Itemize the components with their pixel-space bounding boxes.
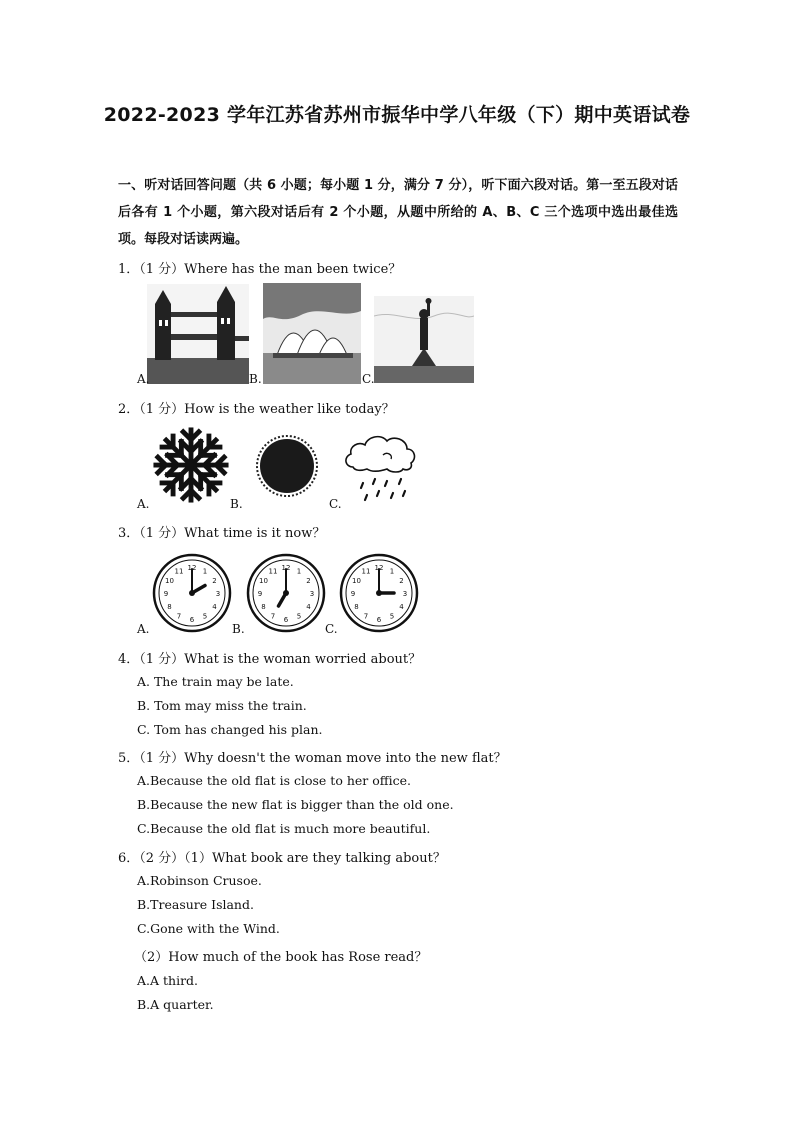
option-b: B. Tom may miss the train. <box>137 698 307 713</box>
option-label-c: C. <box>362 372 375 386</box>
svg-text:11: 11 <box>361 567 371 576</box>
clock-seven-icon <box>246 553 326 633</box>
svg-text:12: 12 <box>187 564 197 572</box>
sun-icon <box>247 428 327 504</box>
svg-text:8: 8 <box>261 603 266 611</box>
question-2: 2．（1 分）How is the weather like today？ <box>118 402 395 417</box>
svg-text:6: 6 <box>189 616 195 624</box>
option-b: B.Because the new flat is bigger than the old one. <box>137 797 454 812</box>
rain-cloud-icon <box>343 433 419 507</box>
svg-text:1: 1 <box>202 567 208 576</box>
option-c: C. Tom has changed his plan. <box>137 722 323 737</box>
question-6-part-1: 6．（2 分）（1）What book are they talking about？ <box>118 851 446 866</box>
svg-text:3: 3 <box>309 590 315 598</box>
option-a: A.Robinson Crusoe. <box>137 873 262 888</box>
option-b: B.A quarter. <box>137 997 214 1012</box>
sydney-opera-house-photo <box>263 283 361 384</box>
svg-text:1: 1 <box>389 567 395 576</box>
question-1: 1．（1 分）Where has the man been twice？ <box>118 262 402 277</box>
option-c: C.Because the old flat is much more beautiful. <box>137 821 431 836</box>
svg-text:2: 2 <box>306 577 311 585</box>
option-label-c: C. <box>329 497 342 511</box>
svg-text:11: 11 <box>268 567 278 576</box>
svg-text:2: 2 <box>212 577 217 585</box>
svg-text:4: 4 <box>212 603 217 611</box>
svg-text:4: 4 <box>399 603 404 611</box>
snowflake-icon <box>152 426 230 504</box>
svg-text:10: 10 <box>165 577 174 585</box>
svg-text:7: 7 <box>363 612 369 621</box>
statue-of-liberty-photo <box>374 296 474 383</box>
svg-text:6: 6 <box>376 616 382 624</box>
tower-bridge-photo <box>147 284 249 384</box>
svg-text:3: 3 <box>402 590 408 598</box>
section-heading: 一、听对话回答问题（共 6 小题；每小题 1 分，满分 7 分），听下面六段对话。第一至五段对话后各有 1 个小题，第六段对话后有 2 个小题，从题中所给的 A、B、C 三个选项中选出最佳选项。每段对话读两遍。 <box>118 178 678 247</box>
svg-text:1: 1 <box>296 567 302 576</box>
option-b: B.Treasure Island. <box>137 897 254 912</box>
svg-text:12: 12 <box>281 564 291 572</box>
svg-text:8: 8 <box>354 603 359 611</box>
svg-text:5: 5 <box>296 612 302 621</box>
svg-text:3: 3 <box>215 590 221 598</box>
option-label-b: B. <box>232 622 245 636</box>
svg-text:9: 9 <box>350 590 356 598</box>
svg-text:5: 5 <box>389 612 395 621</box>
question-6-part-2: （2）How much of the book has Rose read？ <box>134 950 428 965</box>
svg-text:8: 8 <box>167 603 172 611</box>
document-title: 2022-2023 学年江苏省苏州市振华中学八年级（下）期中英语试卷 <box>103 104 691 126</box>
svg-text:7: 7 <box>270 612 276 621</box>
question-4: 4．（1 分）What is the woman worried about？ <box>118 652 422 667</box>
svg-text:12: 12 <box>374 564 384 572</box>
option-a: A.A third. <box>137 973 199 988</box>
clock-two-icon <box>152 553 232 633</box>
svg-text:10: 10 <box>352 577 361 585</box>
option-c: C.Gone with the Wind. <box>137 921 280 936</box>
svg-text:6: 6 <box>283 616 289 624</box>
option-label-a: A. <box>137 497 150 511</box>
option-a: A.Because the old flat is close to her office. <box>137 773 411 788</box>
question-5: 5．（1 分）Why doesn't the woman move into the new flat？ <box>118 751 507 766</box>
svg-text:10: 10 <box>259 577 268 585</box>
svg-text:9: 9 <box>257 590 263 598</box>
option-label-a: A. <box>137 372 150 386</box>
svg-text:7: 7 <box>176 612 182 621</box>
option-label-b: B. <box>230 497 243 511</box>
clock-three-icon <box>339 553 419 633</box>
svg-text:2: 2 <box>399 577 404 585</box>
option-label-c: C. <box>325 622 338 636</box>
svg-text:4: 4 <box>306 603 311 611</box>
option-a: A. The train may be late. <box>137 674 294 689</box>
option-label-a: A. <box>137 622 150 636</box>
svg-text:5: 5 <box>202 612 208 621</box>
svg-text:9: 9 <box>163 590 169 598</box>
question-3: 3．（1 分）What time is it now？ <box>118 526 326 541</box>
option-label-b: B. <box>249 372 262 386</box>
svg-text:11: 11 <box>174 567 184 576</box>
